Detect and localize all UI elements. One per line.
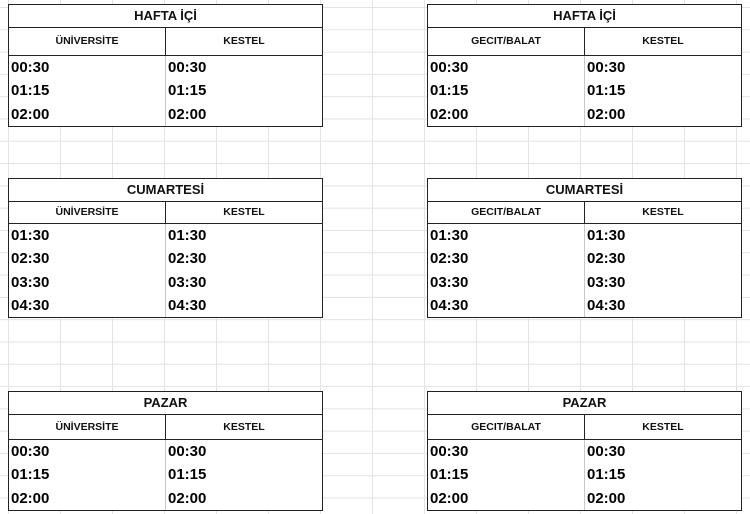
- time-row: [9, 294, 322, 317]
- time-cell: 03:30: [168, 273, 207, 291]
- time-cell: 03:30: [9, 271, 166, 294]
- time-row: [428, 487, 741, 510]
- time-row: [9, 271, 322, 294]
- time-cell: 02:00: [587, 105, 626, 123]
- column-header-destination: KESTEL: [642, 35, 684, 47]
- column-header-destination: KESTEL: [642, 206, 684, 218]
- schedule-saturday-universite: [8, 178, 323, 318]
- time-cell: 04:30: [9, 294, 166, 317]
- column-header-destination: KESTEL: [223, 35, 265, 47]
- schedule-title: PAZAR: [9, 392, 322, 415]
- time-row: [428, 224, 741, 247]
- time-cell: 03:30: [587, 273, 626, 291]
- time-cell: 00:30: [168, 59, 207, 76]
- time-row: [428, 247, 741, 270]
- time-cell: 00:30: [9, 440, 166, 463]
- time-cell: 01:15: [168, 466, 207, 484]
- schedule-title: CUMARTESİ: [9, 179, 322, 202]
- schedule-sunday-universite: [8, 391, 323, 511]
- time-row: [428, 79, 741, 102]
- time-cell: 02:00: [428, 487, 585, 510]
- time-cell: 01:15: [428, 79, 585, 102]
- time-cell: 02:00: [168, 489, 207, 507]
- column-header-origin: GECIT/BALAT: [428, 415, 585, 439]
- column-header-destination: KESTEL: [223, 206, 265, 218]
- time-cell: 02:30: [428, 247, 585, 270]
- time-cell: 04:30: [587, 296, 626, 314]
- column-header-destination: KESTEL: [642, 421, 684, 433]
- time-cell: 01:15: [587, 82, 626, 100]
- time-cell: 01:30: [428, 224, 585, 247]
- time-row: [9, 247, 322, 270]
- time-cell: 00:30: [168, 443, 207, 460]
- schedule-title: HAFTA İÇİ: [9, 5, 322, 28]
- column-header-origin: ÜNİVERSİTE: [9, 28, 166, 55]
- time-cell: 02:00: [168, 105, 207, 123]
- time-cell: 04:30: [168, 296, 207, 314]
- time-cell: 02:00: [9, 487, 166, 510]
- time-row: [428, 271, 741, 294]
- time-cell: 01:15: [168, 82, 207, 100]
- time-cell: 01:30: [168, 227, 207, 244]
- column-header-destination: KESTEL: [223, 421, 265, 433]
- time-row: [9, 440, 322, 463]
- schedule-title: CUMARTESİ: [428, 179, 741, 202]
- schedule-sunday-gecit-balat: [427, 391, 742, 511]
- time-cell: 02:00: [428, 103, 585, 126]
- time-cell: 01:15: [587, 466, 626, 484]
- time-row: [9, 224, 322, 247]
- schedule-title: HAFTA İÇİ: [428, 5, 741, 28]
- time-row: [9, 487, 322, 510]
- time-cell: 02:00: [587, 489, 626, 507]
- time-cell: 00:30: [428, 440, 585, 463]
- time-row: [9, 103, 322, 126]
- time-cell: 02:30: [9, 247, 166, 270]
- time-cell: 00:30: [428, 56, 585, 79]
- column-header-origin: GECIT/BALAT: [428, 28, 585, 55]
- schedule-weekday-gecit-balat: [427, 4, 742, 127]
- time-row: [428, 294, 741, 317]
- column-header-origin: ÜNİVERSİTE: [9, 415, 166, 439]
- time-row: [428, 56, 741, 79]
- time-row: [428, 463, 741, 486]
- schedule-header-row: [9, 202, 322, 224]
- time-cell: 03:30: [428, 271, 585, 294]
- time-row: [428, 440, 741, 463]
- schedule-title: PAZAR: [428, 392, 741, 415]
- time-cell: 04:30: [428, 294, 585, 317]
- time-cell: 02:30: [168, 250, 207, 268]
- schedule-header-row: [428, 28, 741, 56]
- schedule-header-row: [9, 28, 322, 56]
- time-cell: 02:00: [9, 103, 166, 126]
- schedule-header-row: [428, 415, 741, 440]
- schedule-weekday-universite: [8, 4, 323, 127]
- time-row: [9, 463, 322, 486]
- time-cell: 01:30: [9, 224, 166, 247]
- column-header-origin: ÜNİVERSİTE: [9, 202, 166, 223]
- schedule-header-row: [9, 415, 322, 440]
- column-header-origin: GECIT/BALAT: [428, 202, 585, 223]
- time-cell: 01:15: [9, 79, 166, 102]
- time-cell: 00:30: [9, 56, 166, 79]
- time-cell: 00:30: [587, 443, 626, 460]
- time-cell: 02:30: [587, 250, 626, 268]
- time-cell: 01:15: [9, 463, 166, 486]
- schedule-header-row: [428, 202, 741, 224]
- time-cell: 01:30: [587, 227, 626, 244]
- time-cell: 00:30: [587, 59, 626, 76]
- time-row: [428, 103, 741, 126]
- time-cell: 01:15: [428, 463, 585, 486]
- time-row: [9, 79, 322, 102]
- schedule-saturday-gecit-balat: [427, 178, 742, 318]
- time-row: [9, 56, 322, 79]
